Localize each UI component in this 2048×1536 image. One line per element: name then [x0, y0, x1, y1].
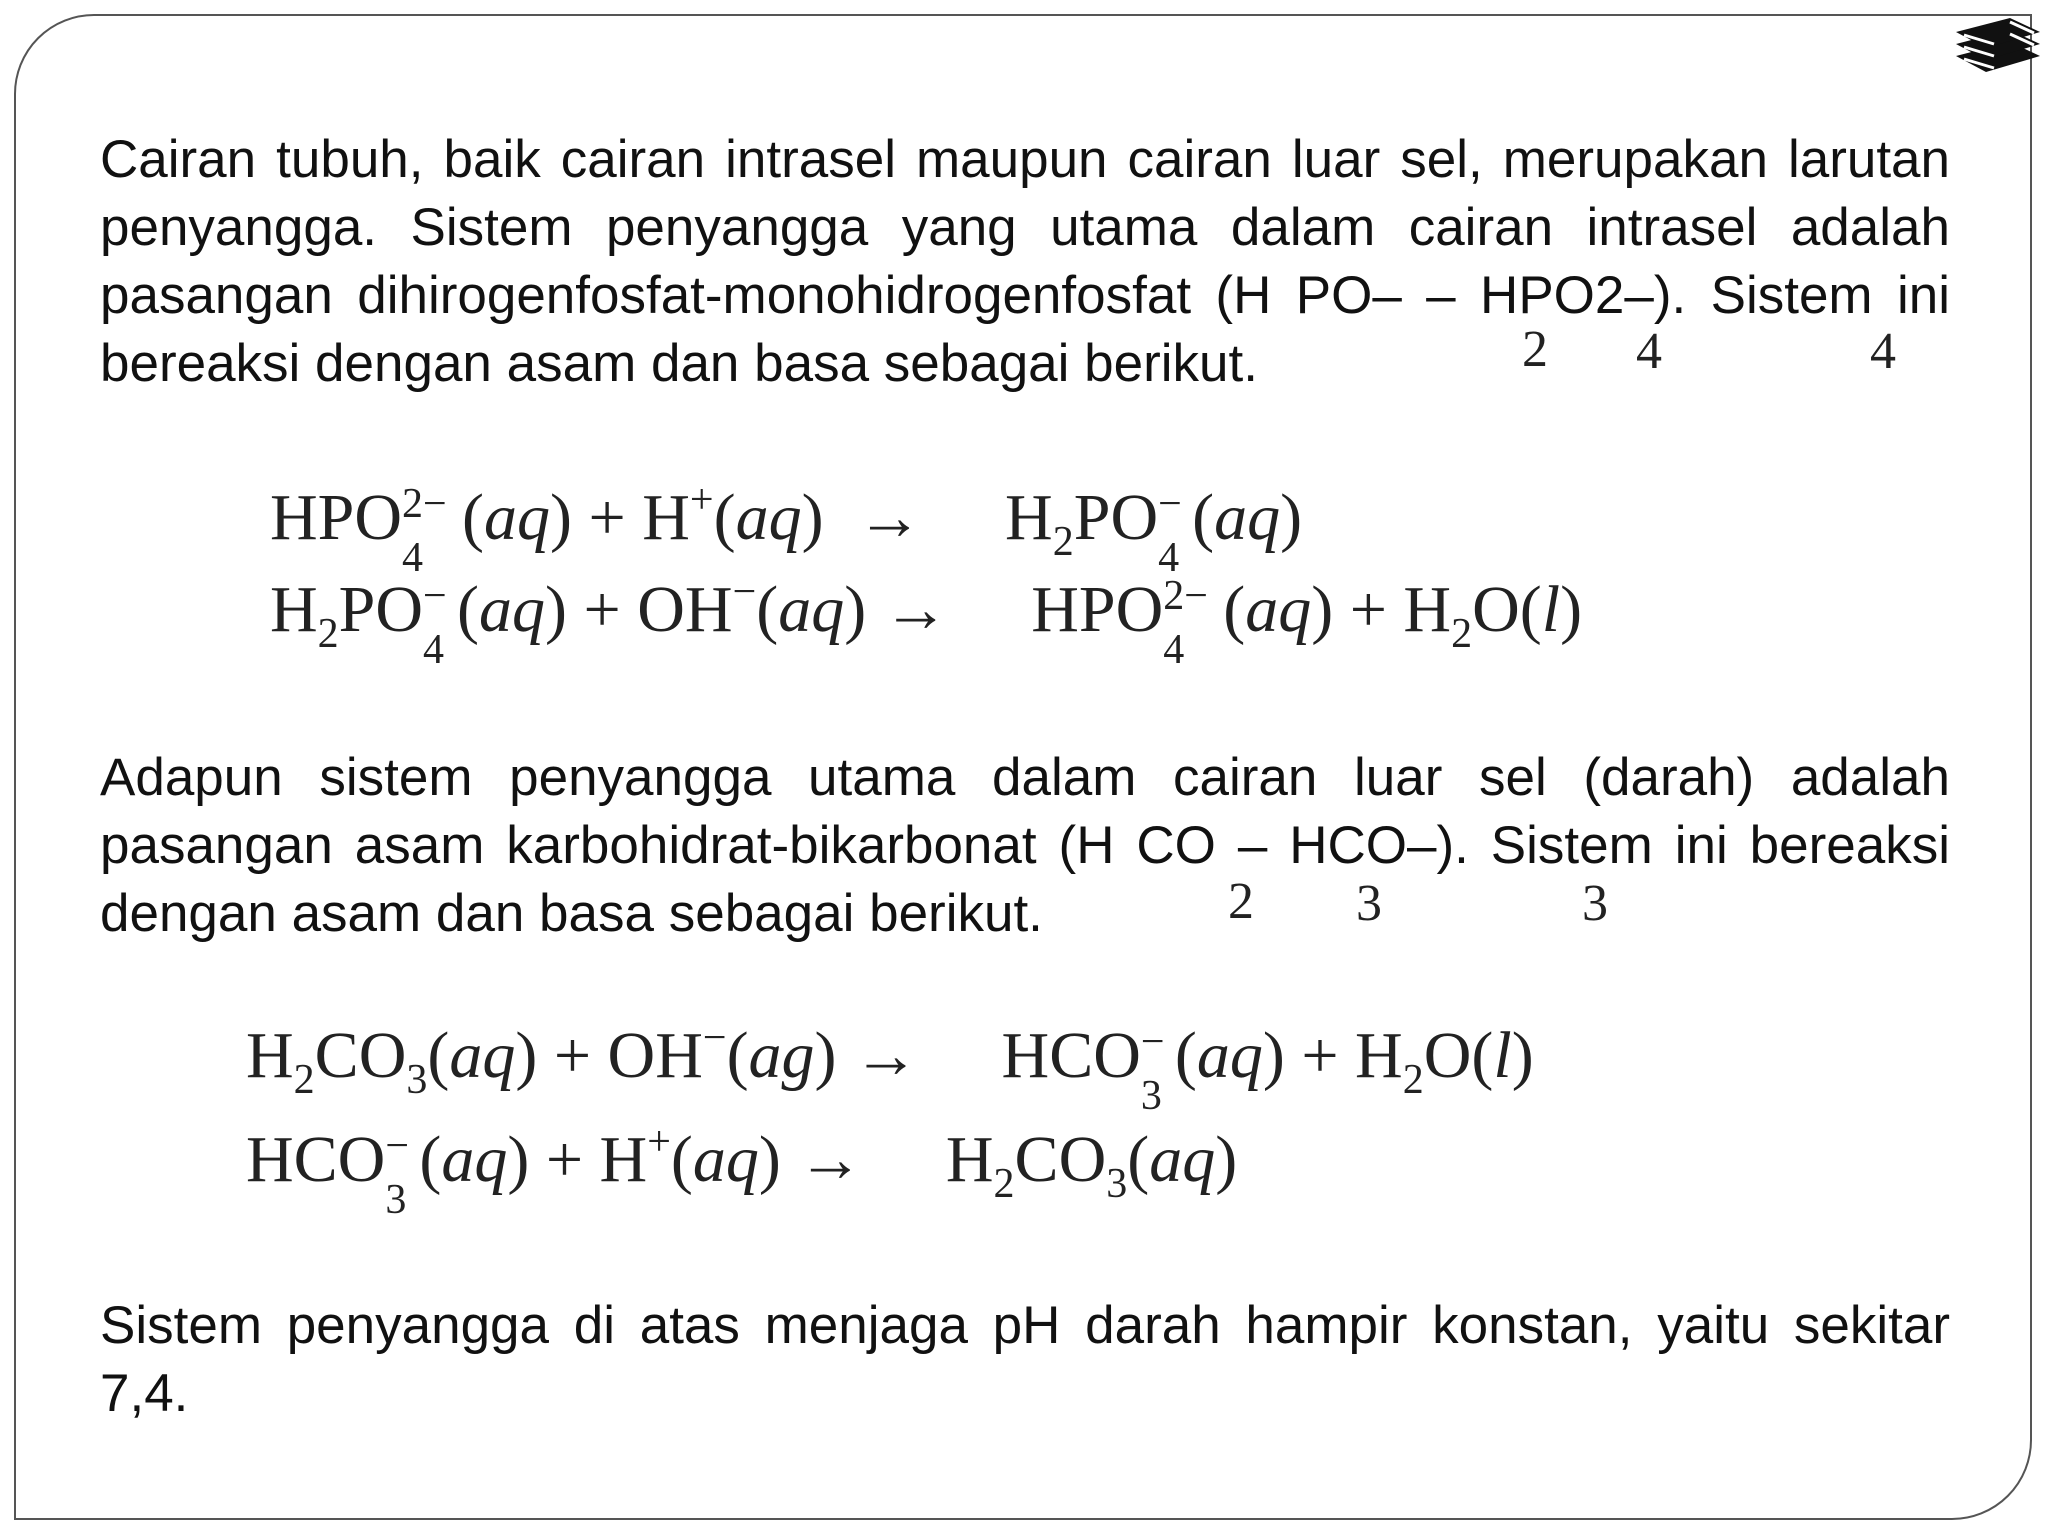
equation-carbonate-2: HCO 3 − (aq) + H+(aq) → $H_2CO_3(aq)$	[246, 1119, 1238, 1223]
equation-carbonate-1: $H_2CO_3(aq) + OH^-(ag)$ → HCO 3 − $(aq) + H_2O(l)$	[246, 1015, 1534, 1119]
stacked-books-logo-icon	[1950, 12, 2042, 78]
equation-phosphate-2: $H_2PO$ 4 − (aq) + OH−(aq) → HPO 4 2− $(aq) + H_2O(l)$	[270, 569, 1583, 673]
paragraph-ph-conclusion: Sistem penyangga di atas menjaga pH darah hampir konstan, yaitu sekitar 7,4.	[100, 1296, 1950, 1423]
equation-phosphate-1: HPO 4 2− (aq) + H+(aq) → $H_2PO$ 4 − (aq)	[270, 477, 1303, 581]
stray-subscript: 4	[1870, 323, 1896, 380]
stray-subscript: 4	[1636, 323, 1662, 380]
paragraph-carbonate-intro: Adapun sistem penyangga utama dalam cairan luar sel (darah) adalah pasangan asam karbohidrat-bikarbonat (H CO – HCO–). Sistem ini bereaksi dengan asam dan basa sebagai berikut.	[100, 748, 1950, 943]
paragraph-phosphate-intro: Cairan tubuh, baik cairan intrasel maupun cairan luar sel, merupakan larutan penyangga. Sistem penyangga yang utama dalam cairan intrasel adalah pasangan dihirogenfosfat-monohidrogenfosfat (H PO– – HPO2–). Sistem ini bereaksi dengan asam dan basa sebagai berikut.	[100, 130, 1950, 393]
stray-subscript: 3	[1582, 875, 1608, 932]
stray-subscript: 3	[1356, 875, 1382, 932]
stray-subscript: 2	[1228, 873, 1254, 930]
stray-subscript: 2	[1522, 321, 1548, 378]
